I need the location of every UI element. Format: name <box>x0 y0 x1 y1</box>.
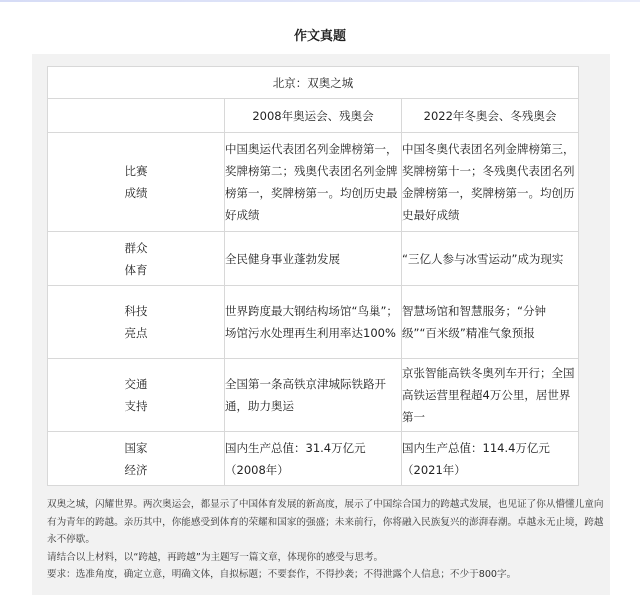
material-paragraph: 双奥之城，闪耀世界。两次奥运会，都显示了中国体育发展的新高度，展示了中国综合国力的跨越式发展，也见证了你从懵懂儿童向有为青年的跨越。亲历其中，你能感受到体育的荣耀和国家的强盛；未来前行，你将融入民族复兴的澎湃春潮。卓越永无止境，跨越永不停歇。 <box>47 499 604 545</box>
row-label: 交通 支持 <box>48 359 225 432</box>
cell-2022: 国内生产总值：114.4万亿元（2021年） <box>402 432 579 486</box>
header-empty-cell <box>48 99 225 133</box>
table-row <box>48 133 579 232</box>
cell-2022: 中国冬奥代表团名列金牌榜第三，奖牌榜第十一；冬残奥代表团名列金牌榜第一，奖牌榜第一。均创历史最好成绩 <box>402 133 579 232</box>
table-title-row <box>48 67 579 99</box>
row-label: 科技 亮点 <box>48 286 225 359</box>
row-label: 比赛 成绩 <box>48 133 225 232</box>
row-label: 群众 体育 <box>48 232 225 286</box>
data-table <box>47 66 579 486</box>
table-row <box>48 432 579 486</box>
table-row <box>48 286 579 359</box>
cell-2008: 世界跨度最大钢结构场馆“鸟巢”；场馆污水处理再生利用率达100% <box>225 286 402 359</box>
cell-2022: 智慧场馆和智慧服务；“分钟级”“百米级”精准气象预报 <box>402 286 579 359</box>
cell-2008: 国内生产总值：31.4万亿元（2008年） <box>225 432 402 486</box>
table-header-row <box>48 99 579 133</box>
table-row <box>48 359 579 432</box>
cell-2022: “三亿人参与冰雪运动”成为现实 <box>402 232 579 286</box>
writing-instruction: 请结合以上材料，以“跨越，再跨越”为主题写一篇文章，体现你的感受与思考。 <box>47 551 384 563</box>
cell-2008: 全民健身事业蓬勃发展 <box>225 232 402 286</box>
page-title: 作文真题 <box>293 29 346 44</box>
cell-2008: 中国奥运代表团名列金牌榜第一，奖牌榜第二；残奥代表团名列金牌榜第一，奖牌榜第一。均创历史最好成绩 <box>225 133 402 232</box>
table-title: 北京：双奥之城 <box>48 67 579 99</box>
cell-2022: 京张智能高铁冬奥列车开行；全国高铁运营里程超4万公里，居世界第一 <box>402 359 579 432</box>
column-header-2022: 2022年冬奥会、冬残奥会 <box>402 99 579 133</box>
writing-requirements: 要求：选准角度，确定立意，明确文体，自拟标题；不要套作，不得抄袭；不得泄露个人信息；不少于800字。 <box>47 569 517 580</box>
top-accent-line <box>0 0 640 2</box>
table-row <box>48 232 579 286</box>
column-header-2008: 2008年奥运会、残奥会 <box>225 99 402 133</box>
prompt-text <box>47 496 607 584</box>
cell-2008: 全国第一条高铁京津城际铁路开通，助力奥运 <box>225 359 402 432</box>
row-label: 国家 经济 <box>48 432 225 486</box>
